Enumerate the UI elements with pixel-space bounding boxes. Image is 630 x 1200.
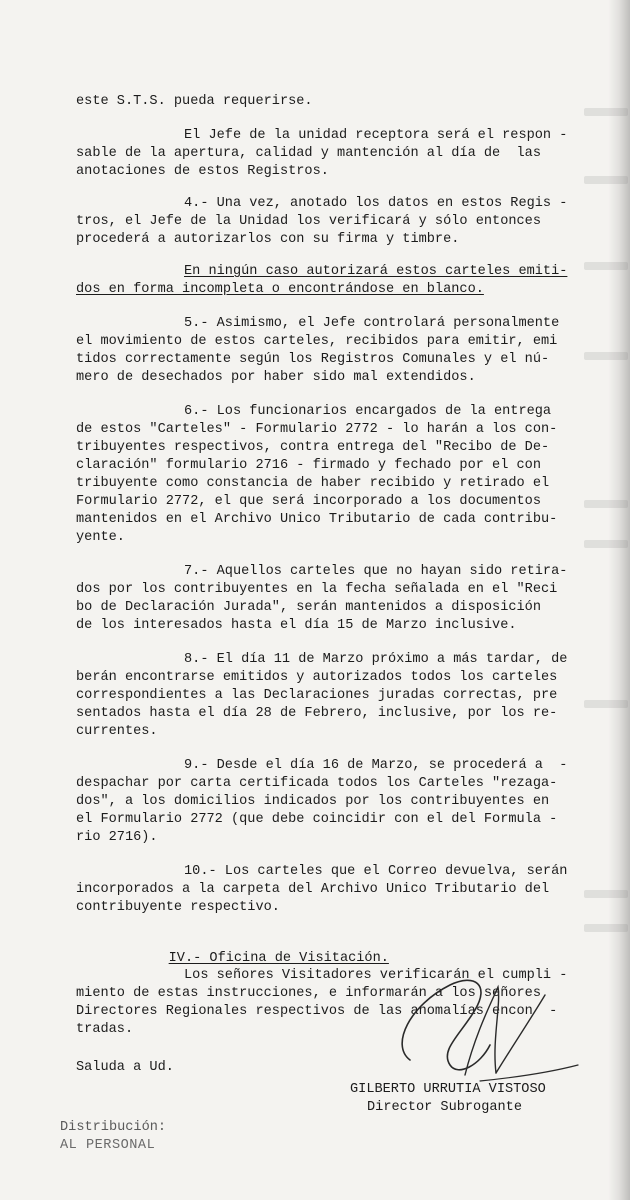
paragraph-line: El Jefe de la unidad receptora será el respon - <box>184 128 568 143</box>
paragraph-line: el Formulario 2772 (que debe coincidir con el del Formula - <box>76 812 558 827</box>
distribution-label: Distribución: <box>60 1120 167 1135</box>
bleed-through-mark <box>584 924 628 932</box>
paragraph-line: tribuyentes respectivos, contra entrega del "Recibo de De- <box>76 440 550 455</box>
closing-line: Saluda a Ud. <box>76 1060 174 1075</box>
bleed-through-mark <box>584 108 628 116</box>
underlined-line: En ningún caso autorizará estos carteles emiti- <box>184 264 568 279</box>
paragraph-line: Los señores Visitadores verificarán el cumpli - <box>184 968 568 983</box>
section-heading-text: IV.- Oficina de Visitación. <box>168 950 389 966</box>
paragraph-line: bo de Declaración Jurada", serán mantenidos a disposición <box>76 600 541 615</box>
paragraph-line: Directores Regionales respectivos de las anomalías encon - <box>76 1004 558 1019</box>
paragraph-line: 10.- Los carteles que el Correo devuelva, serán <box>184 864 568 879</box>
bleed-through-mark <box>584 176 628 184</box>
paragraph-line: yente. <box>76 530 125 545</box>
bleed-through-mark <box>584 262 628 270</box>
paragraph-line: claración" formulario 2716 - firmado y fechado por el con <box>76 458 541 473</box>
paragraph-line: berán encontrarse emitidos y autorizados todos los carteles <box>76 670 558 685</box>
paragraph-line: 9.- Desde el día 16 de Marzo, se procederá a - <box>184 758 568 773</box>
paragraph-line: tidos correctamente según los Registros Comunales y el nú- <box>76 352 550 367</box>
paragraph-line: procederá a autorizarlos con su firma y timbre. <box>76 232 460 247</box>
paragraph-line: currentes. <box>76 724 158 739</box>
paragraph-line: Formulario 2772, el que será incorporado a los documentos <box>76 494 541 509</box>
bleed-through-mark <box>584 352 628 360</box>
paragraph-line: dos", a los domicilios indicados por los contribuyentes en <box>76 794 550 809</box>
paragraph-line: mero de desechados por haber sido mal extendidos. <box>76 370 476 385</box>
bleed-through-mark <box>584 500 628 508</box>
bleed-through-mark <box>584 540 628 548</box>
distribution-value: AL PERSONAL <box>60 1138 156 1153</box>
paragraph-line: 7.- Aquellos carteles que no hayan sido retira- <box>184 564 568 579</box>
paragraph-line: contribuyente respectivo. <box>76 900 280 915</box>
signature-icon <box>380 965 580 1085</box>
paragraph-line: de los interesados hasta el día 15 de Marzo inclusive. <box>76 618 517 633</box>
underlined-line: dos en forma incompleta o encontrándose en blanco. <box>76 282 484 297</box>
paragraph-line: tradas. <box>76 1022 134 1037</box>
signer-name: GILBERTO URRUTIA VISTOSO <box>350 1082 546 1097</box>
paragraph-line: 8.- El día 11 de Marzo próximo a más tardar, de <box>184 652 568 667</box>
paragraph-line: de estos "Carteles" - Formulario 2772 - lo harán a los con- <box>76 422 558 437</box>
bleed-through-mark <box>584 700 628 708</box>
paragraph-line: incorporados a la carpeta del Archivo Unico Tributario del <box>76 882 550 897</box>
paragraph-line: dos por los contribuyentes en la fecha señalada en el "Reci <box>76 582 558 597</box>
paragraph-line: mantenidos en el Archivo Unico Tributario de cada contribu- <box>76 512 558 527</box>
paragraph-line: miento de estas instrucciones, e informarán a los señores <box>76 986 541 1001</box>
paragraph-line: sentados hasta el día 28 de Febrero, inclusive, por los re- <box>76 706 558 721</box>
paragraph-line: 6.- Los funcionarios encargados de la entrega <box>184 404 552 419</box>
bleed-through-mark <box>584 890 628 898</box>
paragraph-line: rio 2716). <box>76 830 158 845</box>
signer-title: Director Subrogante <box>367 1100 522 1115</box>
paragraph-line: 4.- Una vez, anotado los datos en estos Regis - <box>184 196 568 211</box>
paragraph-line: despachar por carta certificada todos los Carteles "rezaga- <box>76 776 558 791</box>
paragraph-line: sable de la apertura, calidad y mantención al día de las <box>76 146 541 161</box>
paragraph-line: el movimiento de estos carteles, recibidos para emitir, emi <box>76 334 558 349</box>
paragraph-line: anotaciones de estos Registros. <box>76 164 329 179</box>
paragraph-line: correspondientes a las Declaraciones juradas correctas, pre <box>76 688 558 703</box>
paragraph-line: tribuyente como constancia de haber recibido y retirado el <box>76 476 550 491</box>
paragraph-line: tros, el Jefe de la Unidad los verificará y sólo entonces <box>76 214 541 229</box>
intro-line: este S.T.S. pueda requerirse. <box>76 94 313 109</box>
paragraph-line: 5.- Asimismo, el Jefe controlará personalmente <box>184 316 560 331</box>
